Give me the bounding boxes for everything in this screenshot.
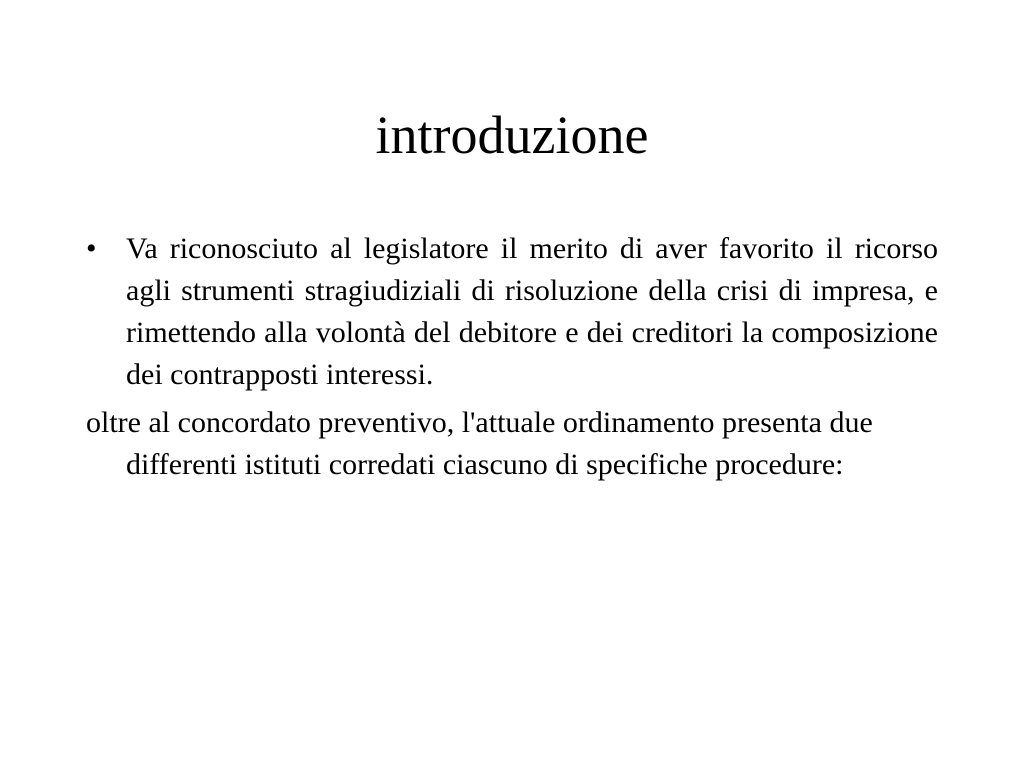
text-paragraph-text: oltre al concordato preventivo, l'attuale ordinamento presenta due differenti istituti corredati ciascuno di specifiche procedure: — [86, 406, 873, 481]
slide-title: introduzione — [375, 105, 649, 165]
slide-body — [86, 228, 938, 492]
text-paragraph — [86, 402, 938, 486]
bullet-icon: • — [86, 232, 97, 265]
bullet-paragraph-text: Va riconosciuto al legislatore il merito di aver favorito il ricorso agli strumenti stragiudiziali di risoluzione della crisi di impresa, e rimettendo alla volontà del debitore e dei creditori la composizione dei contrapposti interessi. — [126, 232, 938, 391]
bullet-paragraph — [86, 228, 938, 396]
